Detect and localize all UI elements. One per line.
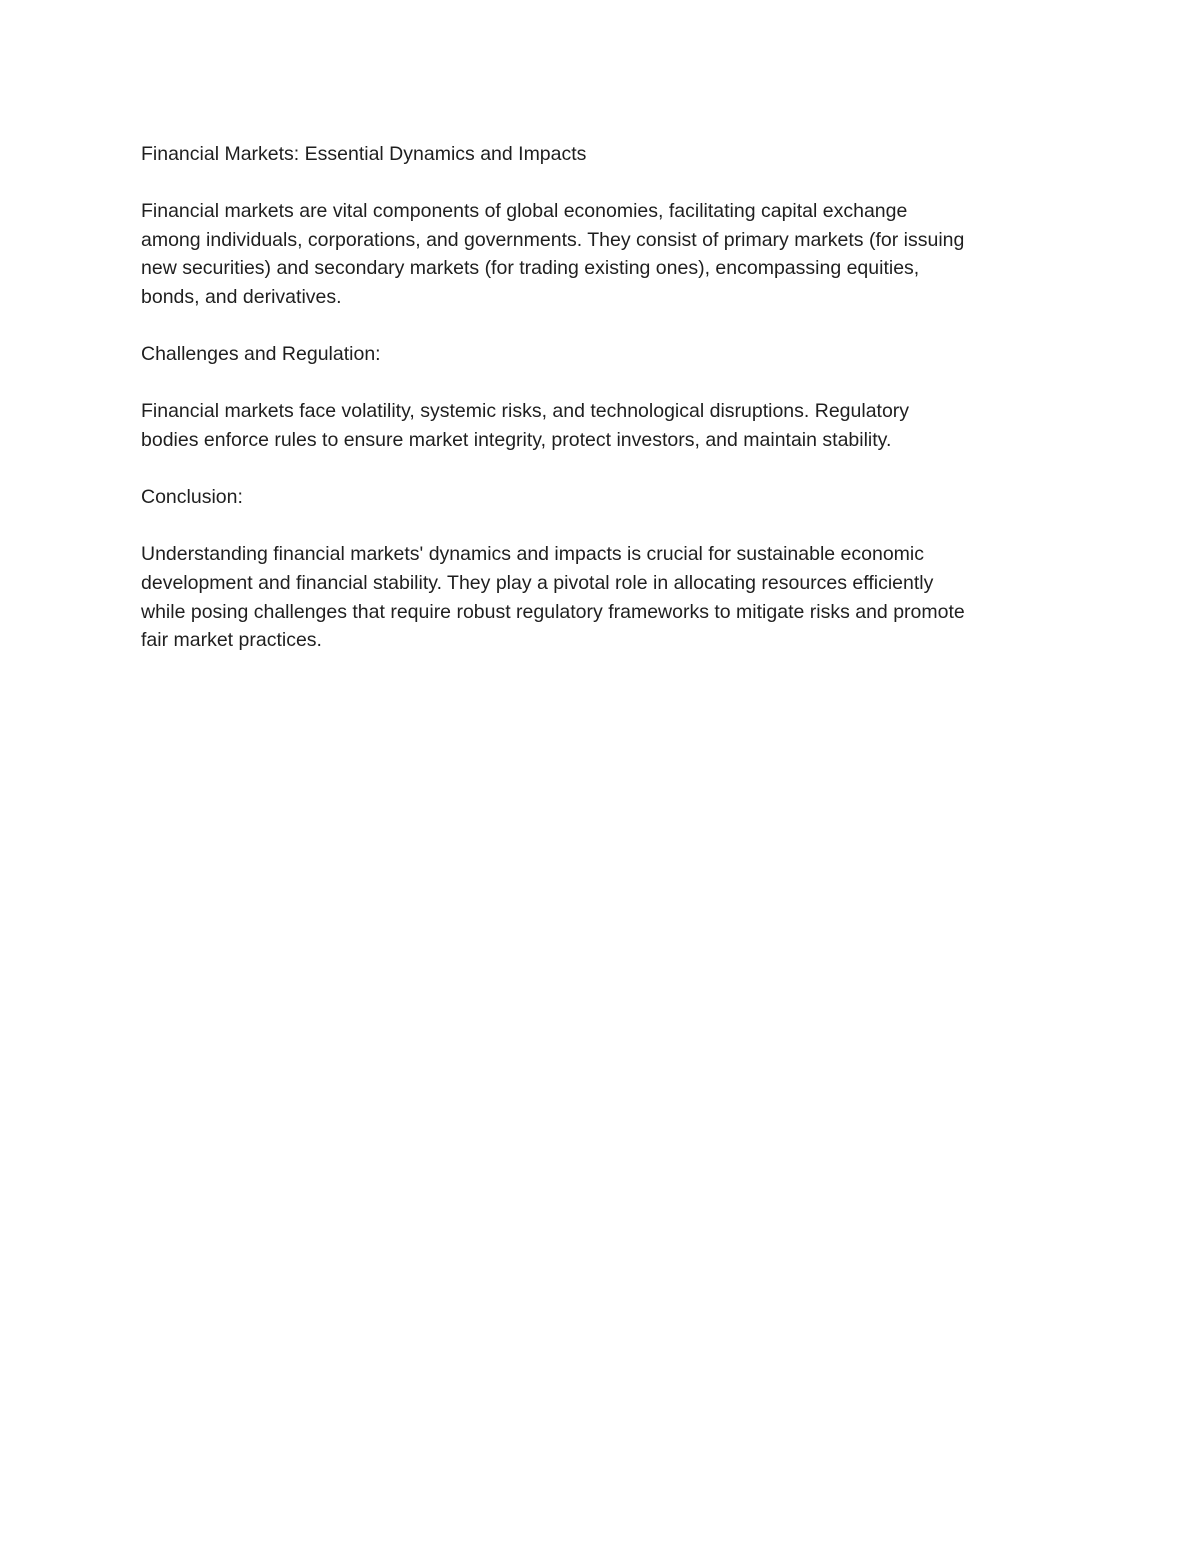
conclusion-paragraph: [141, 540, 1061, 654]
text-line: new securities) and secondary markets (for trading existing ones), encompassing equities,: [141, 257, 920, 280]
text-line: bonds, and derivatives.: [141, 285, 342, 308]
text-line: fair market practices.: [141, 629, 322, 652]
text-line: among individuals, corporations, and governments. They consist of primary markets (for issuing: [141, 228, 965, 251]
text-line: bodies enforce rules to ensure market integrity, protect investors, and maintain stability.: [141, 428, 892, 451]
document-content: [141, 140, 1061, 655]
document-title: [141, 140, 1061, 169]
section-heading-conclusion: [141, 483, 1061, 512]
text-line: Financial markets face volatility, systemic risks, and technological disruptions. Regulatory: [141, 400, 910, 423]
intro-paragraph: [141, 197, 1061, 311]
text-line: development and financial stability. They play a pivotal role in allocating resources efficiently: [141, 571, 934, 594]
text-line: while posing challenges that require robust regulatory frameworks to mitigate risks and promote: [141, 600, 965, 623]
text-line: Financial markets are vital components of global economies, facilitating capital exchange: [141, 200, 908, 223]
section-heading-challenges: [141, 340, 1061, 369]
text-line: Conclusion:: [141, 486, 243, 509]
challenges-paragraph: [141, 397, 1061, 454]
text-line: Challenges and Regulation:: [141, 343, 381, 366]
text-line: Financial Markets: Essential Dynamics and Impacts: [141, 143, 587, 165]
text-line: Understanding financial markets' dynamics and impacts is crucial for sustainable economic: [141, 543, 924, 566]
